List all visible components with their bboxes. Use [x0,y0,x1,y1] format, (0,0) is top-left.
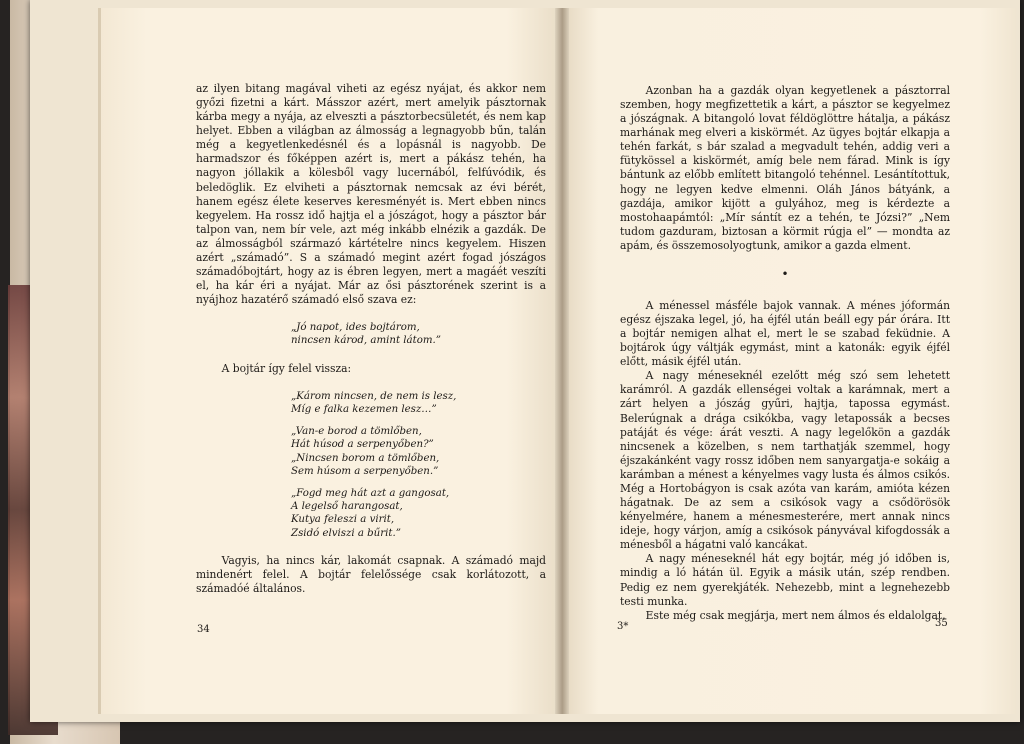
poem-line: „Jó napot, ides bojtárom, [291,322,420,334]
right-page-text [620,84,950,623]
paragraph: A bojtár így felel vissza: [221,361,352,375]
paragraph: Este még csak megjárja, mert nem álmos és eldalolgat, [645,608,946,622]
poem-stanza [291,321,546,347]
paragraph: Azonban ha a gazdák olyan kegyetlenek a pásztorral szemben, hogy megfizettetik a kárt, a pásztor se kegyelmez a jószágnak. A bitangoló lovat féldöglöttre hátalja, a pákász marhának meg elveri a kiskörmét. Az ügyes bojtár elkapja a tehén farkát, s bár szalad a megvadult tehén, addig veri a fütykössel a kiskörmét, amíg bele nem fárad. Mink is így bántunk az előbb említett bitangoló tehénnel. Lesántítottuk, hogy ne legyen kedve elmenni. Oláh János bátyánk, a gazdája, amikor kijött a gulyához, meg is kérdezte a mostohaapámtól: „Mír sántít ez a tehén, te Józsi?” „Nem tudom gazduram, biztosan a körmit rúgja el” — mondta az apám, és összemosolyogtunk, amikor a gazda elment. [620,84,950,252]
right-page [562,8,1016,714]
poem-line: Sem húsom a serpenyőben.” [291,465,439,477]
poem-line: „Fogd meg hát azt a gangosat, [291,487,450,499]
poem-line: Míg e falka kezemen lesz…” [291,403,437,415]
poem-line: A legelső harangosat, [291,501,403,513]
poem-stanza [291,425,546,478]
poem-line: „Nincsen borom a tömlőben, [291,452,440,464]
poem-line: „Van-e borod a tömlőben, [291,426,422,438]
poem-line: Kutya feleszi a virit, [291,514,395,526]
poem-stanza [291,487,546,540]
paragraph: A nagy méneseknél hát egy bojtár, még jó időben is, mindig a ló hátán ül. Egyik a másik után, szép rendben. Pedig ez nem gyerekjáték. Nehezebb, mint a legnehezebb testi munka. [620,552,950,608]
book-gutter [555,8,569,714]
paragraph: A nagy méneseknél ezelőtt még szó sem lehetett karámról. A gazdák ellenségei voltak a karámnak, mert a zárt helyen a jószág gyűri, hajtja, tapossa egymást. Belerúgnak a drága csikókba, vagy letapossák a becses patáját és vége: árát veszti. A nagy legelőkön a gazdák nincsenek a közelben, s nem tarthatják szemmel, hogy éjszakánként vagy rossz időben nem sanyargatja-e sokáig a karámban a ménest a kényelmes vagy lusta és álmos csikós. Még a Hortobágyon is csak azóta van karám, amióta kézen hágatnak. De az sem a csikósok vagy a csődörösök kényelmére, hanem a ménesmesterére, mert annak nincs ideje, hogy várjon, amíg a csikósok pányvával kifogdossák a ménesből a hágatni való kancákat. [620,369,950,552]
signature-mark: 3* [617,621,629,632]
poem-line: Zsidó elviszi a bűrit.” [291,527,401,539]
paragraph: A ménessel másféle bajok vannak. A ménes jóformán egész éjszaka legel, jó, ha éjfél után beáll egy pár órára. Itt a bojtár nemigen alhat el, mert le se szabad feküdnie. A bojtárok úgy váltják egymást, mint a katonák: egyik éjfél előtt, másik éjfél után. [620,298,950,369]
poem-stanza [291,390,546,416]
left-page [98,8,562,714]
poem-line: „Károm nincsen, de nem is lesz, [291,390,457,402]
section-separator: • [781,266,789,281]
paragraph: az ilyen bitang magával viheti az egész nyájat, és akkor nem győzi fizetni a kárt. Másszor azért, mert amelyik pásztornak kárba megy a nyája, az elveszti a pásztorbecsületét, és nem kap helyet. Ebben a világban az álmosság a legnagyobb bűn, talán még a kegyetlenkedésnél és a lopásnál is nagyobb. De harmadszor és főképpen azért is, mert a pákász tehén, ha nagyon jóllakik a kölesből vagy lucernából, felfúvódik, és beledöglik. Ez elviheti a pásztornak nemcsak az évi bérét, hanem egész élete keserves keresményét is. Mert ebben nincs kegyelem. Ha rossz idő hajtja el a jószágot, hogy a pásztor bár talpon van, nem bír vele, azt még inkább elnézik a gazdák. De az álmosságból származó kártételre nincs kegyelem. Hiszen azért „számadó”. S a számadó megint azért fogad jószágos számadóbojtárt, hogy az is ébren legyen, mert a magáét veszíti el, ha kár éri a nyájat. Már az ősi pásztorének szerint is a nyájhoz hazatérő számadó első szava ez: [196,82,546,307]
page-number: 34 [197,624,210,635]
paragraph: Vagyis, ha nincs kár, lakomát csapnak. A számadó majd mindenért felel. A bojtár felelőssége csak korlátozott, a számadóé általános. [196,553,546,595]
left-page-text [196,82,546,596]
page-number: 35 [935,618,948,629]
poem-line: nincsen károd, amint látom.” [291,335,441,347]
poem-line: Hát húsod a serpenyőben?” [291,439,434,451]
